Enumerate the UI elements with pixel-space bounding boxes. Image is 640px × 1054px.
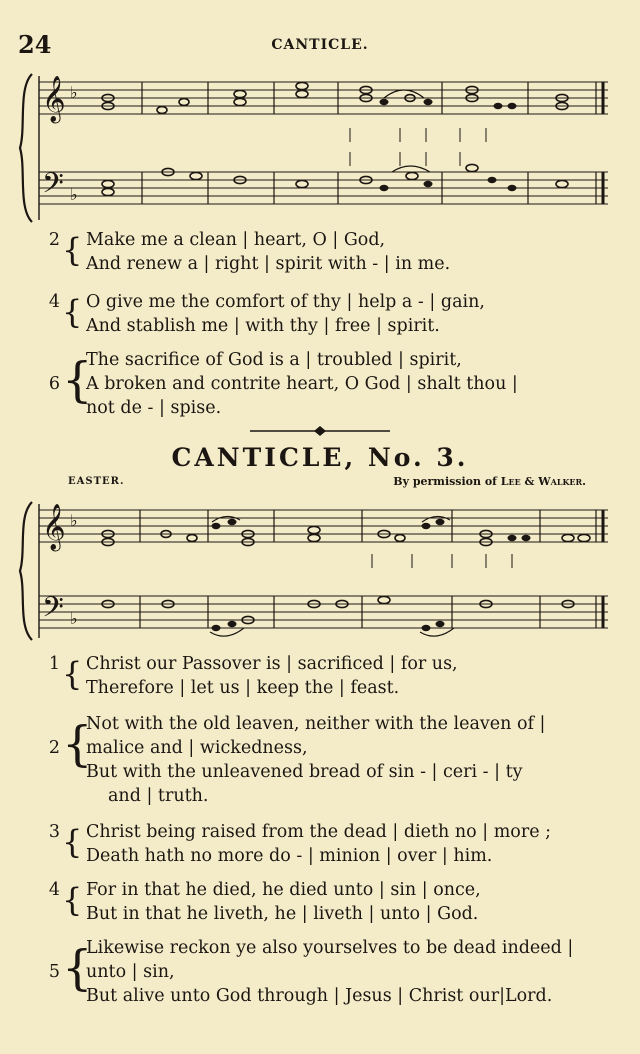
svg-text:𝄢: 𝄢: [42, 167, 64, 207]
verse-line: And renew a | right | spirit with - | in me.: [86, 254, 451, 274]
section-title: CANTICLE, No. 3.: [171, 443, 469, 472]
brace-icon: {: [62, 823, 83, 861]
verse-number: 5: [48, 962, 60, 982]
verse-number: 2: [48, 738, 60, 758]
svg-text:♭: ♭: [70, 511, 78, 530]
verse-line: Christ being raised from the dead | dieth no | more ;: [86, 822, 552, 842]
page-number: 24: [18, 30, 52, 59]
brace-icon: {: [62, 655, 83, 693]
permission-text: By permission of: [393, 475, 497, 488]
verse-line: The sacrifice of God is a | troubled | spirit,: [86, 350, 462, 370]
verse-number: 2: [48, 230, 60, 250]
verse-number: 3: [48, 822, 60, 842]
music-system-1: [12, 68, 624, 228]
verse-line: Therefore | let us | keep the | feast.: [86, 678, 400, 698]
verse-number: 4: [48, 292, 60, 312]
verse-line: But alive unto God through | Jesus | Christ our|Lord.: [86, 986, 553, 1006]
svg-text:𝄞: 𝄞: [42, 76, 66, 122]
verse-line: Not with the old leaven, neither with the leaven of |: [86, 714, 546, 734]
permission-credit: [393, 475, 586, 488]
verse-line: Death hath no more do - | minion | over | him.: [86, 846, 493, 866]
permission-names: Lee & Walker.: [500, 475, 586, 488]
svg-text:♭: ♭: [70, 83, 78, 102]
verse-line: A broken and contrite heart, O God | shalt thou |: [86, 374, 518, 394]
divider-ornament: [250, 425, 390, 437]
svg-text:♭: ♭: [70, 609, 78, 628]
verse-line: unto | sin,: [86, 962, 175, 982]
brace-icon: {: [62, 293, 83, 331]
tune-name: EASTER.: [68, 476, 125, 487]
verse-line: But in that he liveth, he | liveth | unto | God.: [86, 904, 479, 924]
music-notation-1: [12, 68, 624, 228]
verse-number: 1: [48, 654, 60, 674]
verse-number: 4: [48, 880, 60, 900]
running-head: CANTICLE.: [271, 37, 369, 53]
verse-line: And stablish me | with thy | free | spirit.: [86, 316, 440, 336]
verse-line: Likewise reckon ye also yourselves to be dead indeed |: [86, 938, 574, 958]
brace-icon: {: [62, 716, 93, 772]
verse-line: Christ our Passover is | sacrificed | for us,: [86, 654, 458, 674]
brace-icon: {: [62, 231, 83, 269]
svg-text:𝄢: 𝄢: [42, 591, 64, 631]
svg-text:♭: ♭: [70, 185, 78, 204]
verse-number: 6: [48, 374, 60, 394]
verse-line: But with the unleavened bread of sin - | ceri - | ty: [86, 762, 523, 782]
verse-line: Make me a clean | heart, O | God,: [86, 230, 386, 250]
music-notation-2: [12, 496, 624, 646]
verse-line: O give me the comfort of thy | help a - | gain,: [86, 292, 485, 312]
verse-line: For in that he died, he died unto | sin | once,: [86, 880, 481, 900]
music-system-2: [12, 496, 624, 646]
verse-line: not de - | spise.: [86, 398, 222, 418]
svg-text:𝄞: 𝄞: [42, 504, 66, 550]
brace-icon: {: [62, 940, 93, 996]
verse-line: and | truth.: [108, 786, 209, 806]
verse-line: malice and | wickedness,: [86, 738, 308, 758]
brace-icon: {: [62, 881, 83, 919]
brace-icon: {: [62, 352, 93, 408]
